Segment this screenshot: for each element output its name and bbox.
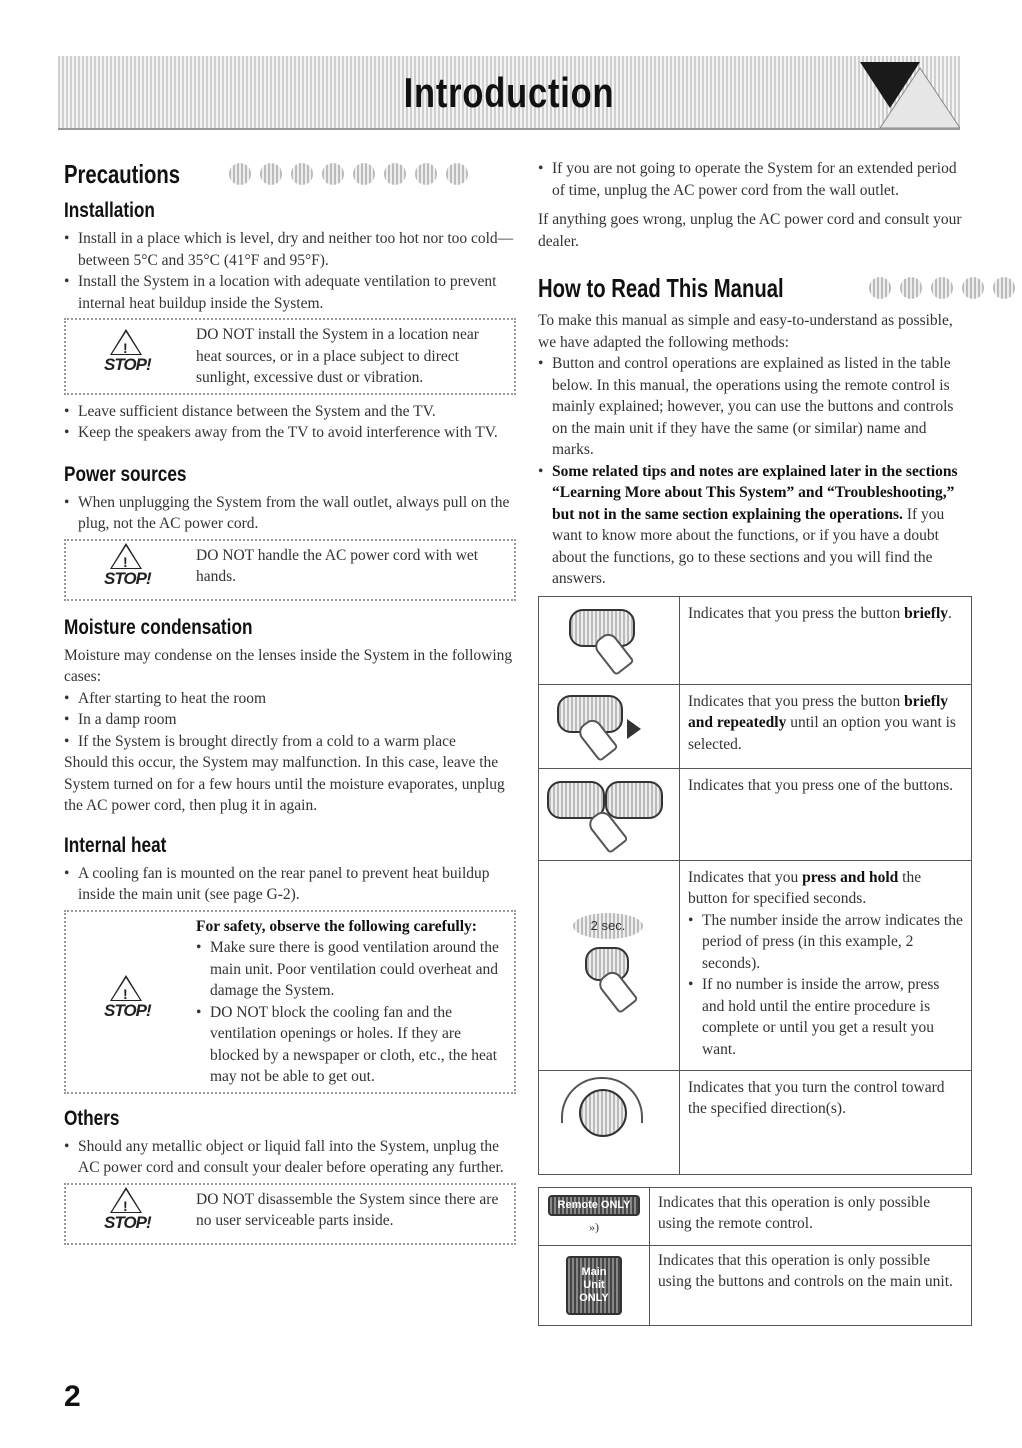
press-and-hold-icon	[539, 860, 680, 1070]
turn-control-icon	[539, 1070, 680, 1174]
table-cell: Indicates that you press one of the buttons.	[680, 768, 972, 860]
left-column	[64, 158, 516, 1251]
list-item: • Keep the speakers away from the TV to avoid interference with TV.	[64, 422, 516, 444]
moisture-intro: Moisture may condense on the lenses inside the System in the following cases:	[64, 646, 513, 685]
list-item: • When unplugging the System from the wall outlet, always pull on the plug, not the AC power cord.	[64, 492, 516, 535]
howto-intro: To make this manual as simple and easy-to-understand as possible, we have adapted the following methods:	[538, 312, 953, 351]
hold-notes	[688, 910, 963, 1061]
installation-heading: Installation	[64, 199, 155, 222]
table-cell: Indicates that this operation is only possible using the buttons and controls on the main unit.	[650, 1245, 972, 1325]
how-to-read-title: How to Read This Manual	[538, 272, 972, 304]
caution-list	[196, 937, 506, 1088]
goes-wrong-text: If anything goes wrong, unplug the AC power cord and consult your dealer.	[538, 211, 962, 250]
list-item: • After starting to heat the room	[64, 688, 516, 710]
heat-list	[64, 863, 516, 906]
others-heading: Others	[64, 1106, 120, 1130]
others-list	[64, 1136, 516, 1179]
power-list	[64, 492, 516, 535]
banner-title: Introduction	[403, 69, 615, 116]
list-item: • DO NOT block the cooling fan and the ventilation openings or holes. If they are blocked by a newspaper or cloth, etc., the heat may not be able to get out.	[196, 1002, 506, 1088]
caution-box	[64, 539, 516, 601]
table-cell: Indicates that you turn the control toward the specified direction(s).	[680, 1070, 972, 1174]
table-row	[539, 1187, 972, 1245]
decorative-dots	[229, 163, 468, 185]
table-row	[539, 596, 972, 684]
stop-warning-icon: ! STOP!	[100, 978, 156, 1026]
list-item: • Leave sufficient distance between the System and the TV.	[64, 401, 516, 423]
stop-warning-icon: ! STOP!	[100, 1190, 156, 1238]
list-item: • Should any metallic object or liquid fall into the System, unplug the AC power cord and consult your dealer before operating any further.	[64, 1136, 516, 1179]
list-item: • If no number is inside the arrow, press and hold until the entire procedure is complete or until you get a result you want.	[688, 974, 963, 1060]
installation-list-2	[64, 401, 516, 444]
list-item: • In a damp room	[64, 709, 516, 731]
table-row	[539, 684, 972, 768]
moisture-outro: Should this occur, the System may malfunction. In this case, leave the System turned on for a few hours until the moisture evaporates, unplug the AC power cord, then plug it in again.	[64, 754, 505, 814]
right-column	[538, 158, 972, 1326]
list-item: • Install the System in a location with adequate ventilation to prevent internal heat buildup inside the System.	[64, 271, 516, 314]
table-row	[539, 1070, 972, 1174]
list-item: • If the System is brought directly from a cold to a warm place	[64, 731, 516, 753]
list-item: • Make sure there is good ventilation around the main unit. Poor ventilation could overheat and damage the System.	[196, 937, 506, 1002]
page-number: 2	[64, 1380, 81, 1413]
howto-list	[538, 353, 972, 590]
table-row	[539, 860, 972, 1070]
table-cell: Indicates that you press and hold the button for specified seconds. • The number inside the arrow indicates the period of press (in this example, 2 seconds). • If no number is inside the arrow, press and hold until the entire procedure is complete or until you get a result you want.	[680, 860, 972, 1070]
caution-text: DO NOT handle the AC power cord with wet hands.	[196, 546, 479, 585]
button-legend-table	[538, 596, 972, 1175]
main-unit-only-icon: Main Unit ONLY	[539, 1245, 650, 1325]
table-row	[539, 1245, 972, 1325]
caution-title: For safety, observe the following carefully:	[196, 917, 477, 935]
precautions-title: Precautions	[64, 158, 516, 190]
list-item: • Button and control operations are explained as listed in the table below. In this manual, the operations using the remote control is mainly explained; however, you can use the buttons and controls on the main unit if they have the same (or similar) name and marks.	[538, 353, 972, 461]
list-item: • Some related tips and notes are explained later in the sections “Learning More about This System” and “Troubleshooting,” but not in the same section explaining the operations. If you want to know more about the functions, or if you have a doubt about the functions, go to these sections and you will find the answers.	[538, 461, 972, 590]
stop-warning-icon: ! STOP!	[100, 546, 156, 594]
press-repeatedly-icon	[539, 684, 680, 768]
stop-warning-icon: ! STOP!	[100, 332, 156, 380]
table-row	[539, 768, 972, 860]
caution-text: DO NOT disassemble the System since there are no user serviceable parts inside.	[196, 1190, 499, 1229]
moisture-heading: Moisture condensation	[64, 615, 253, 639]
decorative-dots	[869, 277, 1015, 299]
list-item: • Install in a place which is level, dry and neither too hot nor too cold—between 5°C and 35°C (41°F and 95°F).	[64, 228, 516, 271]
unplug-list	[538, 158, 972, 201]
press-briefly-icon	[539, 596, 680, 684]
table-cell: Indicates that you press the button briefly and repeatedly until an option you want is selected.	[680, 684, 972, 768]
seconds-arrow: 2 sec.	[573, 913, 643, 939]
caution-box	[64, 910, 516, 1094]
internal-heat-heading: Internal heat	[64, 833, 167, 857]
list-item: • A cooling fan is mounted on the rear panel to prevent heat buildup inside the main unit (see page G-2).	[64, 863, 516, 906]
remote-only-icon: Remote ONLY »)	[539, 1187, 650, 1245]
moisture-list	[64, 688, 516, 753]
power-heading: Power sources	[64, 462, 187, 486]
table-cell: Indicates that you press the button briefly.	[680, 596, 972, 684]
caution-box	[64, 1183, 516, 1245]
table-cell: Indicates that this operation is only possible using the remote control.	[650, 1187, 972, 1245]
only-legend-table	[538, 1187, 972, 1326]
caution-box	[64, 318, 516, 395]
section-banner	[58, 56, 960, 130]
installation-list	[64, 228, 516, 314]
press-one-of-buttons-icon	[539, 768, 680, 860]
list-item: • The number inside the arrow indicates the period of press (in this example, 2 seconds).	[688, 910, 963, 975]
list-item: • If you are not going to operate the System for an extended period of time, unplug the AC power cord from the wall outlet.	[538, 158, 972, 201]
caution-text: DO NOT install the System in a location near heat sources, or in a place subject to direct sunlight, excessive dust or vibration.	[196, 326, 479, 386]
